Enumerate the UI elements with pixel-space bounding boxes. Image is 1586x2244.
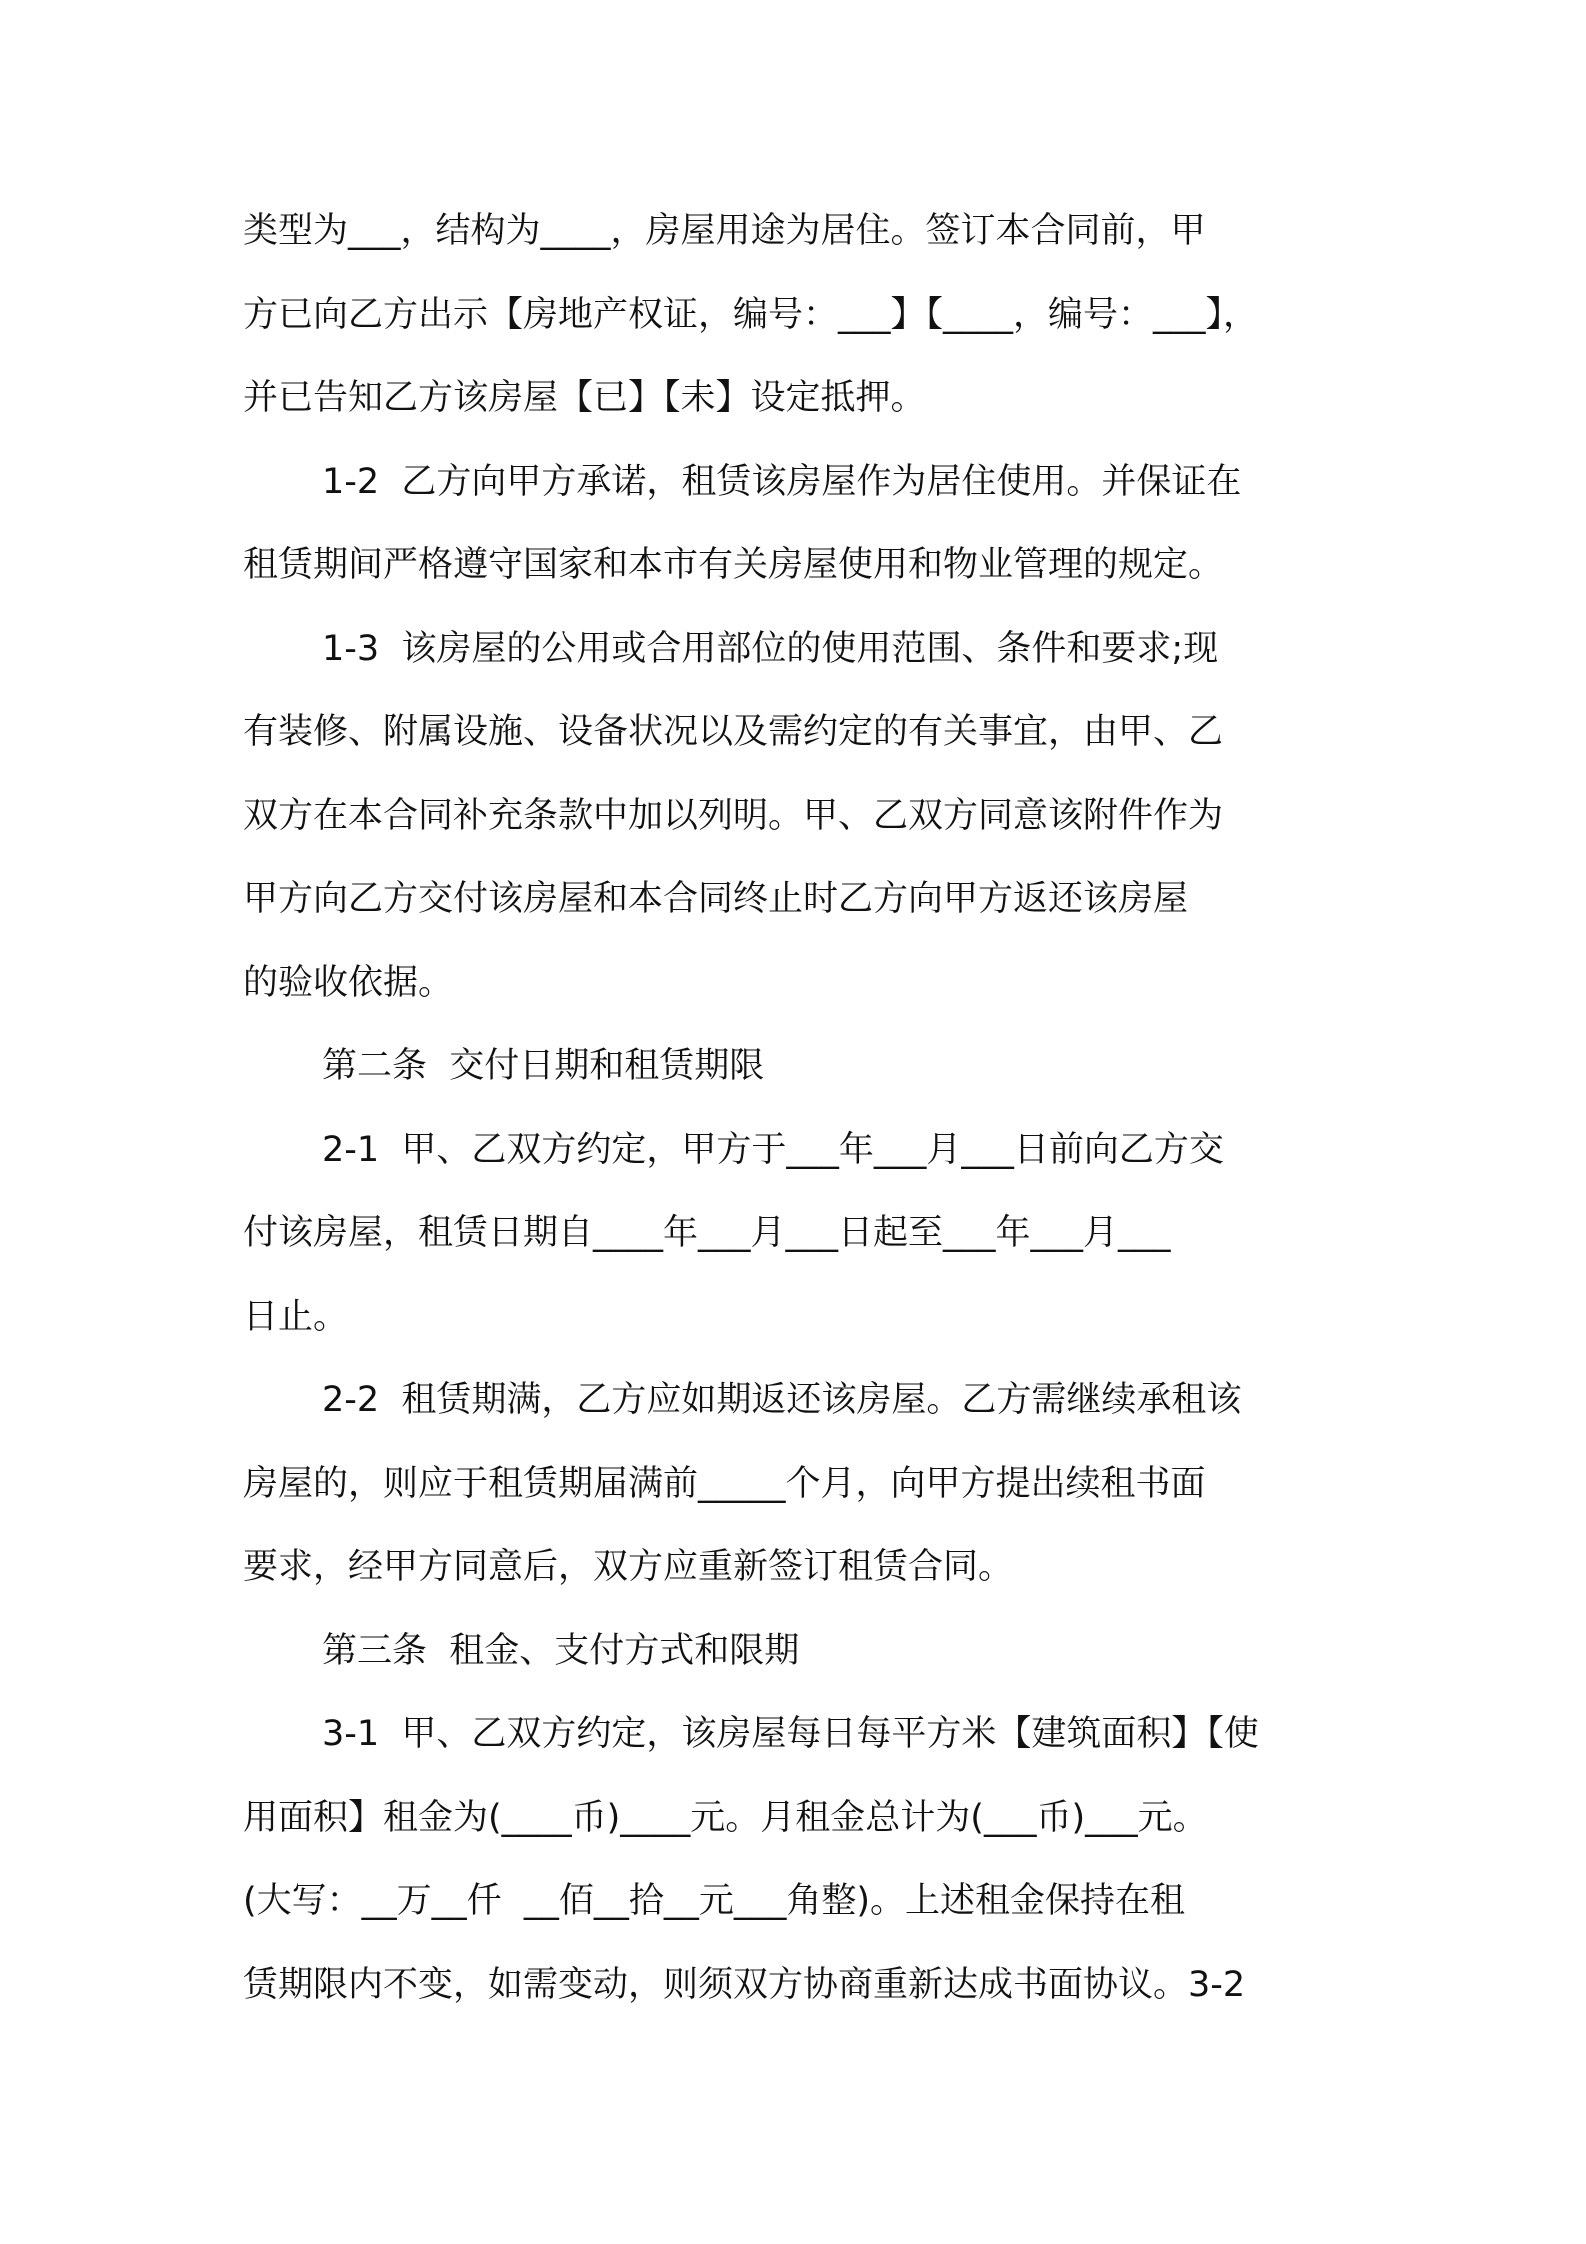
clause-1-2-line: 1-2 乙方向甲方承诺，租赁该房屋作为居住使用。并保证在 (322, 461, 1242, 502)
text-line: 赁期限内不变，如需变动，则须双方协商重新达成书面协议。3-2 (243, 1964, 1246, 2005)
clause-3-1-line: 3-1 甲、乙双方约定，该房屋每日每平方米【建筑面积】【使 (322, 1714, 1259, 1754)
text-line: 有装修、附属设施、设备状况以及需约定的有关事宜，由甲、乙 (243, 712, 1224, 752)
text-line: 并已告知乙方该房屋【已】【未】设定抵押。 (243, 378, 926, 418)
text-line: 双方在本合同补充条款中加以列明。甲、乙双方同意该附件作为 (243, 795, 1224, 836)
clause-1-3-line: 1-3 该房屋的公用或合用部位的使用范围、条件和要求;现 (322, 628, 1219, 669)
text-line: 房屋的，则应于租赁期届满前_____个月，向甲方提出续租书面 (243, 1463, 1206, 1504)
section-heading-article-3: 第三条 租金、支付方式和限期 (322, 1630, 800, 1671)
clause-2-1-line: 2-1 甲、乙双方约定，甲方于___年___月___日前向乙方交 (322, 1129, 1224, 1170)
text-line: 方已向乙方出示【房地产权证，编号：___】【____，编号：___】， (243, 294, 1259, 335)
section-heading-article-2: 第二条 交付日期和租赁期限 (322, 1046, 765, 1086)
clause-2-2-line: 2-2 租赁期满，乙方应如期返还该房屋。乙方需继续承租该 (322, 1380, 1242, 1420)
text-line: 的验收依据。 (243, 962, 454, 1003)
text-line: 租赁期间严格遵守国家和本市有关房屋使用和物业管理的规定。 (243, 545, 1224, 585)
text-line: 日止。 (243, 1296, 349, 1337)
text-line: 付该房屋，租赁日期自____年___月___日起至___年___月___ (243, 1213, 1171, 1253)
contract-text (243, 190, 1355, 2027)
text-line: 类型为___，结构为____，房屋用途为居住。签订本合同前，甲 (243, 211, 1206, 251)
text-line: (大写：__万__仟 __佰__拾__元___角整)。上述租金保持在租 (243, 1881, 1186, 1921)
text-line: 用面积】租金为(____币)____元。月租金总计为(___币)___元。 (243, 1797, 1208, 1838)
text-line: 甲方向乙方交付该房屋和本合同终止时乙方向甲方返还该房屋 (243, 879, 1189, 919)
text-line: 要求，经甲方同意后，双方应重新签订租赁合同。 (243, 1547, 1014, 1587)
